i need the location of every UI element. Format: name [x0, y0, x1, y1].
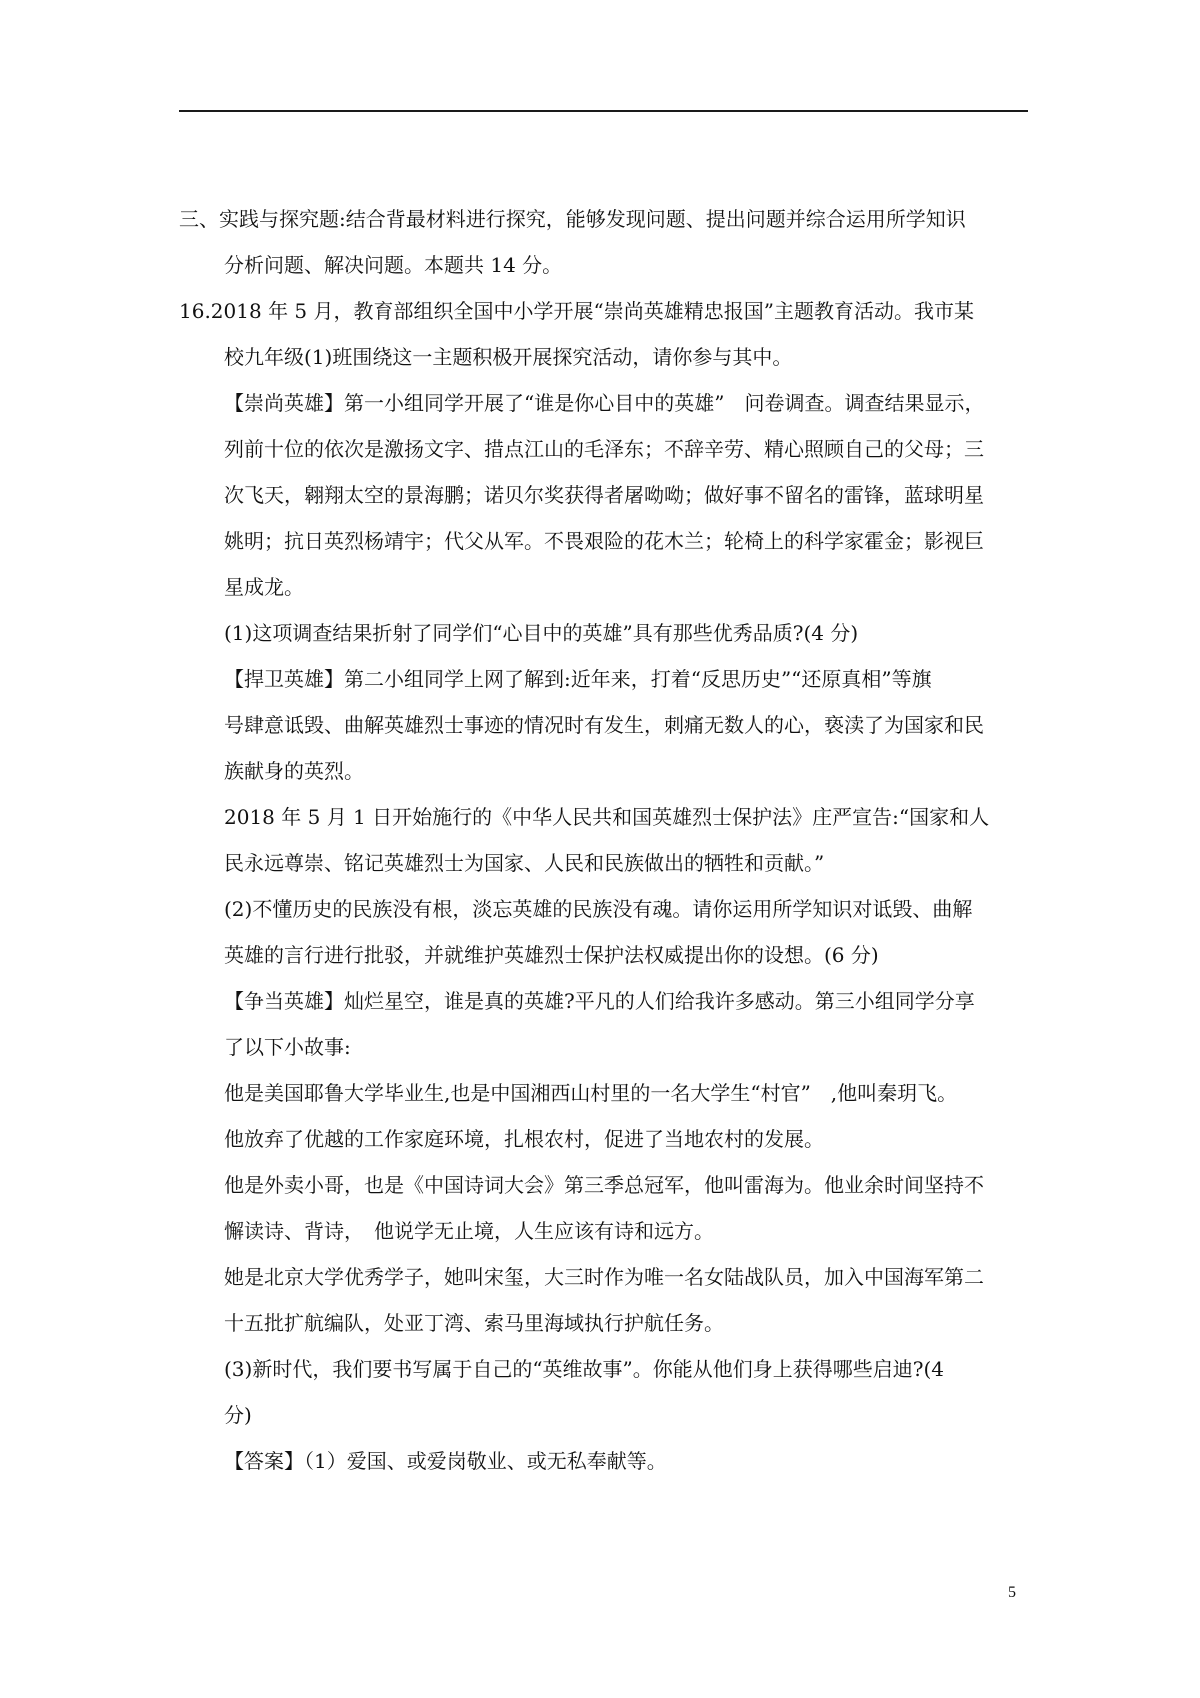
page-number: 5: [1008, 1584, 1016, 1601]
group2-line: 族献身的英烈。: [224, 759, 364, 783]
law-line: 2018 年 5 月 1 日开始施行的《中华人民共和国英雄烈士保护法》庄严宣告:“国家和人: [224, 805, 990, 829]
question-intro-line: 校九年级(1)班围绕这一主题积极开展探究活动，请你参与其中。: [224, 345, 793, 369]
story2-line: 懈读诗、背诗， 他说学无止境，人生应该有诗和远方。: [224, 1219, 714, 1243]
group1-line: 星成龙。: [224, 575, 304, 599]
question-2-line: 英雄的言行进行批驳，并就维护英雄烈士保护法权威提出你的设想。(6 分): [224, 943, 879, 967]
story1-line: 他是美国耶鲁大学毕业生,也是中国湘西山村里的一名大学生“村官” ,他叫秦玥飞。: [224, 1081, 958, 1105]
group3-line: 【争当英雄】灿烂星空，谁是真的英雄?平凡的人们给我许多感动。第三小组同学分享: [224, 989, 975, 1013]
question-2-line: (2)不懂历史的民族没有根，淡忘英雄的民族没有魂。请你运用所学知识对诋毁、曲解: [224, 897, 973, 921]
story3-line: 她是北京大学优秀学子，她叫宋玺，大三时作为唯一名女陆战队员，加入中国海军第二: [224, 1265, 984, 1289]
story3-line: 十五批扩航编队，处亚丁湾、索马里海域执行护航任务。: [224, 1311, 724, 1335]
question-3-line: (3)新时代，我们要书写属于自己的“英维故事”。你能从他们身上获得哪些启迪?(4: [224, 1357, 945, 1381]
question-1: (1)这项调查结果折射了同学们“心目中的英雄”具有那些优秀品质?(4 分): [224, 621, 859, 645]
document-body: [179, 196, 1028, 1484]
question-intro-line: 16.2018 年 5 月，教育部组织全国中小学开展“崇尚英雄精忠报国”主题教育活动。我市某: [179, 299, 974, 323]
group2-line: 【捍卫英雄】第二小组同学上网了解到:近年来，打着“反思历史”“还原真相”等旗: [224, 667, 932, 691]
group2-line: 号肆意诋毁、曲解英雄烈士事迹的情况时有发生，刺痛无数人的心，亵渎了为国家和民: [224, 713, 984, 737]
story1-line: 他放弃了优越的工作家庭环境，扎根农村，促进了当地农村的发展。: [224, 1127, 824, 1151]
group3-line: 了以下小故事:: [224, 1035, 351, 1059]
section-intro-line: 三、实践与探究题:结合背最材料进行探究，能够发现问题、提出问题并综合运用所学知识: [179, 207, 966, 231]
question-3-line: 分): [224, 1403, 252, 1427]
answer-line: 【答案】（1）爱国、或爱岗敬业、或无私奉献等。: [224, 1449, 667, 1473]
group1-line: 姚明；抗日英烈杨靖宇；代父从军。不畏艰险的花木兰；轮椅上的科学家霍金；影视巨: [224, 529, 984, 553]
section-intro-line: 分析问题、解决问题。本题共 14 分。: [224, 253, 563, 277]
group1-line: 【崇尚英雄】第一小组同学开展了“谁是你心目中的英雄” 问卷调查。调查结果显示，: [224, 391, 985, 415]
group1-line: 次飞天，翱翔太空的景海鹏；诺贝尔奖获得者屠呦呦；做好事不留名的雷锋，蓝球明星: [224, 483, 984, 507]
group1-line: 列前十位的依次是激扬文字、措点江山的毛泽东；不辞辛劳、精心照顾自己的父母；三: [224, 437, 984, 461]
law-line: 民永远尊崇、铭记英雄烈士为国家、人民和民族做出的牺牲和贡献。”: [224, 851, 825, 875]
story2-line: 他是外卖小哥，也是《中国诗词大会》第三季总冠军，他叫雷海为。他业余时间坚持不: [224, 1173, 984, 1197]
header-rule: [179, 110, 1028, 112]
